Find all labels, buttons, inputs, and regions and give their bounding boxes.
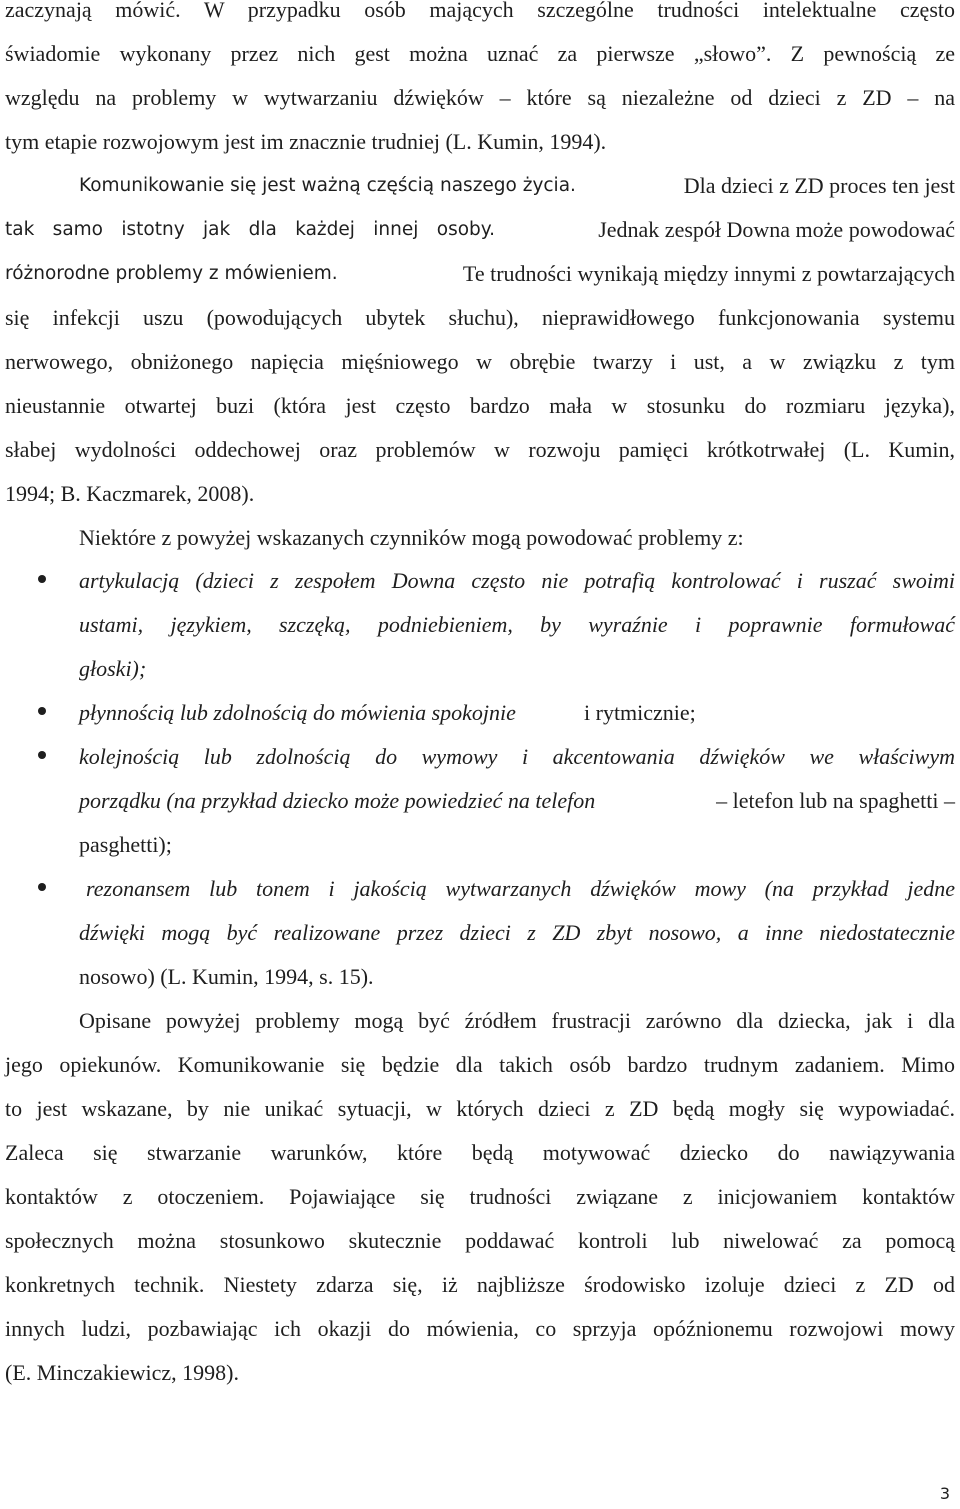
text-line: Te trudności wynikają między innymi z powtarzających: [462, 261, 955, 286]
list-item-text: ustami, językiem, szczęką, podniebieniem, by wyraźnie i poprawnie formułować: [79, 612, 955, 637]
text-line: Jednak zespół Downa może powodować: [598, 217, 955, 242]
text-line: Opisane powyżej problemy mogą być źródłem frustracji zarówno dla dziecka, jak i dla: [79, 1008, 955, 1033]
list-item-text: – letefon lub na spaghetti –: [716, 788, 955, 813]
text-line: Komunikowanie się jest ważną częścią naszego życia.: [79, 175, 576, 196]
list-item-text: nosowo) (L. Kumin, 1994, s. 15).: [79, 964, 374, 989]
text-line: świadomie wykonany przez nich gest można uznać za pierwsze „słowo”. Z pewnością ze: [5, 41, 955, 66]
page-number: 3: [939, 1484, 950, 1503]
text-line: względu na problemy w wytwarzaniu dźwięków – które są niezależne od dzieci z ZD – na: [5, 85, 955, 110]
bullet-icon: [38, 575, 46, 583]
list-item-text: płynnością lub zdolnością do mówienia spokojnie: [79, 700, 516, 725]
text-line: konkretnych technik. Niestety zdarza się, iż najbliższe środowisko izoluje dzieci z ZD od: [5, 1272, 955, 1297]
text-line: różnorodne problemy z mówieniem.: [5, 263, 338, 284]
text-line: zaczynają mówić. W przypadku osób mających szczególne trudności intelektualne często: [5, 0, 955, 22]
text-line: tak samo istotny jak dla każdej innej osoby.: [5, 219, 495, 240]
text-line: tym etapie rozwojowym jest im znacznie trudniej (L. Kumin, 1994).: [5, 129, 607, 154]
text-line: innych ludzi, pozbawiając ich okazji do mówienia, co sprzyja opóźnionemu rozwojowi mowy: [5, 1316, 955, 1341]
list-item-text: i rytmicznie;: [584, 700, 696, 725]
text-line: jego opiekunów. Komunikowanie się będzie dla takich osób bardzo trudnym zadaniem. Mimo: [5, 1052, 955, 1077]
text-line: słabej wydolności oddechowej oraz problemów w rozwoju pamięci krótkotrwałej (L. Kumin,: [5, 437, 955, 462]
list-item-text: porządku (na przykład dziecko może powiedzieć na telefon: [79, 788, 596, 813]
list-item-text: rezonansem lub tonem i jakością wytwarzanych dźwięków mowy (na przykład jedne: [86, 876, 955, 901]
list-item-text: pasghetti);: [79, 832, 172, 857]
text-line: Niektóre z powyżej wskazanych czynników mogą powodować problemy z:: [79, 525, 744, 550]
text-line: Zaleca się stwarzanie warunków, które będą motywować dziecko do nawiązywania: [5, 1140, 955, 1165]
text-line: kontaktów z otoczeniem. Pojawiające się trudności związane z inicjowaniem kontaktów: [5, 1184, 955, 1209]
text-line: nerwowego, obniżonego napięcia mięśniowego w obrębie twarzy i ust, a w związku z tym: [5, 349, 955, 374]
text-line: Dla dzieci z ZD proces ten jest: [683, 173, 955, 198]
bullet-icon: [38, 883, 46, 891]
list-item-text: kolejnością lub zdolnością do wymowy i akcentowania dźwięków we właściwym: [79, 744, 955, 769]
bullet-icon: [38, 751, 46, 759]
text-line: się infekcji uszu (powodujących ubytek słuchu), nieprawidłowego funkcjonowania systemu: [5, 305, 955, 330]
text-line: to jest wskazane, by nie unikać sytuacji, w których dzieci z ZD będą mogły się wypowiadać.: [5, 1096, 955, 1121]
list-item-text: dźwięki mogą być realizowane przez dzieci z ZD zbyt nosowo, a inne niedostatecznie: [79, 920, 955, 945]
list-item-text: artykulacją (dzieci z zespołem Downa często nie potrafią kontrolować i ruszać swoimi: [79, 568, 955, 593]
text-line: nieustannie otwartej buzi (która jest często bardzo mała w stosunku do rozmiaru języka),: [5, 393, 955, 418]
text-line: 1994; B. Kaczmarek, 2008).: [5, 481, 255, 506]
list-item-text: głoski);: [79, 656, 147, 681]
text-line: społecznych można stosunkowo skutecznie poddawać kontroli lub niwelować za pomocą: [5, 1228, 955, 1253]
text-line: (E. Minczakiewicz, 1998).: [5, 1360, 239, 1385]
bullet-icon: [38, 707, 46, 715]
